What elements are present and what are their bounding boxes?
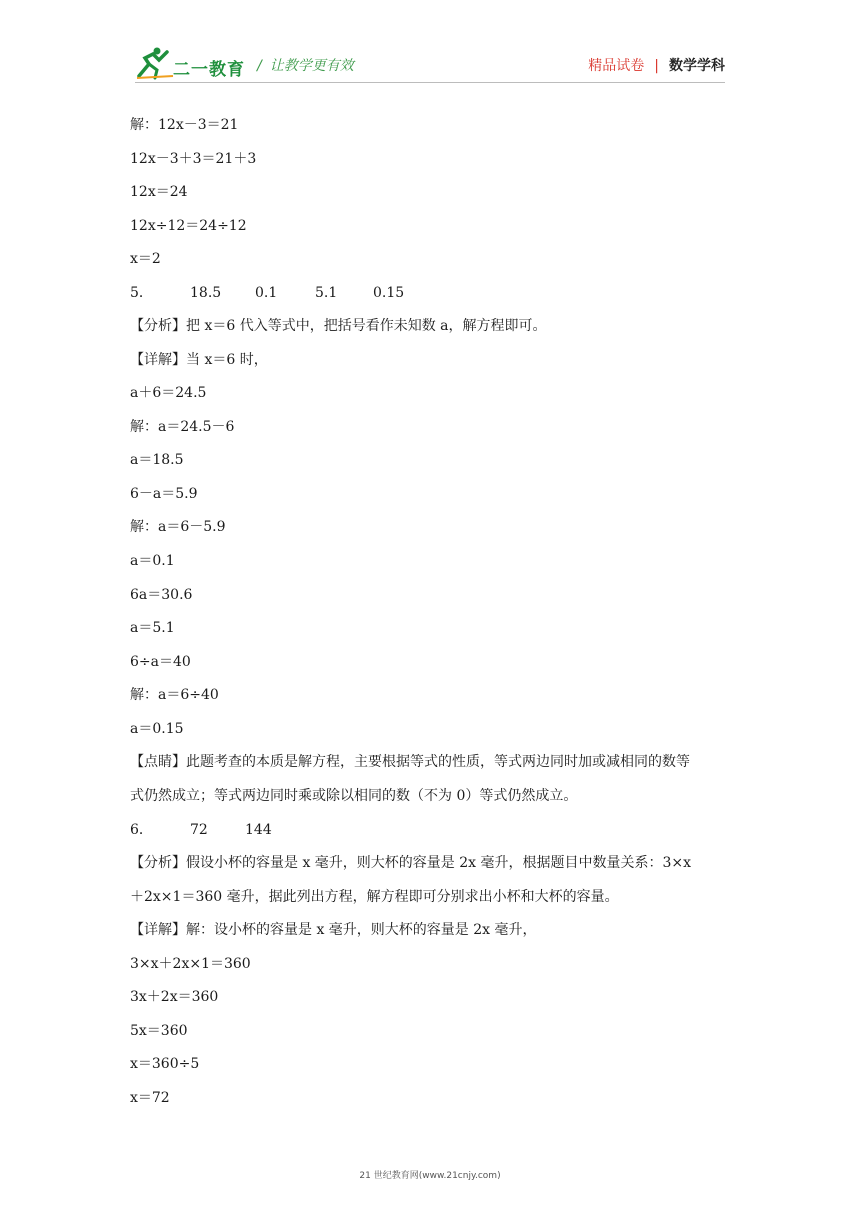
- analysis-line: ＋2x×1＝360 毫升，据此列出方程，解方程即可分别求出小杯和大杯的容量。: [130, 889, 619, 905]
- answer-row-6: [130, 820, 272, 840]
- text-line: 6－a＝5.9: [130, 486, 198, 502]
- analysis-line: 【分析】假设小杯的容量是 x 毫升，则大杯的容量是 2x 毫升，根据题目中数量关系：3×x: [130, 855, 692, 871]
- answer-value: 18.5: [190, 285, 222, 301]
- question-number: 5．: [130, 285, 153, 301]
- header-tag: 精品试卷 | 数学学科: [588, 58, 725, 74]
- text-line: 5x＝360: [130, 1023, 188, 1039]
- text-line: x＝360÷5: [130, 1056, 200, 1072]
- text-line: a＝0.15: [130, 721, 184, 737]
- text-line: 3x＋2x＝360: [130, 989, 219, 1005]
- text-line: 解：a＝24.5－6: [130, 419, 235, 435]
- text-line: a＋6＝24.5: [130, 385, 207, 401]
- question-number: 6．: [130, 822, 153, 838]
- comment-line: 【点睛】此题考查的本质是解方程，主要根据等式的性质，等式两边同时加或减相同的数等: [130, 754, 690, 770]
- detail-line: 【详解】解：设小杯的容量是 x 毫升，则大杯的容量是 2x 毫升，: [130, 922, 537, 938]
- comment-line: 式仍然成立；等式两边同时乘或除以相同的数（不为 0）等式仍然成立。: [130, 788, 578, 804]
- detail-line: 【详解】当 x＝6 时，: [130, 352, 268, 368]
- slogan: / 让教学更有效: [257, 58, 354, 74]
- text-line: 3×x＋2x×1＝360: [130, 956, 251, 972]
- answer-value: 0.15: [373, 285, 405, 301]
- text-line: 解：12x－3＝21: [130, 117, 239, 133]
- subject-label: 数学学科: [669, 58, 725, 74]
- text-line: 6÷a＝40: [130, 654, 191, 670]
- tag-label: 精品试卷: [588, 58, 645, 74]
- analysis-line: 【分析】把 x＝6 代入等式中，把括号看作未知数 a，解方程即可。: [130, 318, 547, 334]
- text-line: 6a＝30.6: [130, 587, 193, 603]
- text-line: 12x÷12＝24÷12: [130, 218, 247, 234]
- text-line: 12x－3＋3＝21＋3: [130, 151, 257, 167]
- text-line: x＝2: [130, 251, 161, 267]
- answer-value: 144: [245, 822, 272, 838]
- answer-row-5: [130, 283, 404, 303]
- text-line: x＝72: [130, 1090, 170, 1106]
- runner-logo-icon: [135, 46, 175, 80]
- page-footer: 21 世纪教育网(www.21cnjy.com): [359, 1171, 501, 1181]
- logo-text: 二一教育: [173, 60, 245, 80]
- text-line: a＝0.1: [130, 553, 175, 569]
- page-header: [135, 44, 725, 84]
- text-line: 解：a＝6－5.9: [130, 519, 226, 535]
- text-line: 12x＝24: [130, 184, 188, 200]
- header-divider: [135, 82, 725, 83]
- text-line: a＝5.1: [130, 620, 175, 636]
- answer-value: 0.1: [255, 285, 278, 301]
- answer-value: 5.1: [315, 285, 338, 301]
- answer-value: 72: [190, 822, 208, 838]
- text-line: 解：a＝6÷40: [130, 687, 219, 703]
- text-line: a＝18.5: [130, 452, 184, 468]
- logo: [135, 46, 255, 80]
- slogan-text: 让教学更有效: [269, 58, 354, 74]
